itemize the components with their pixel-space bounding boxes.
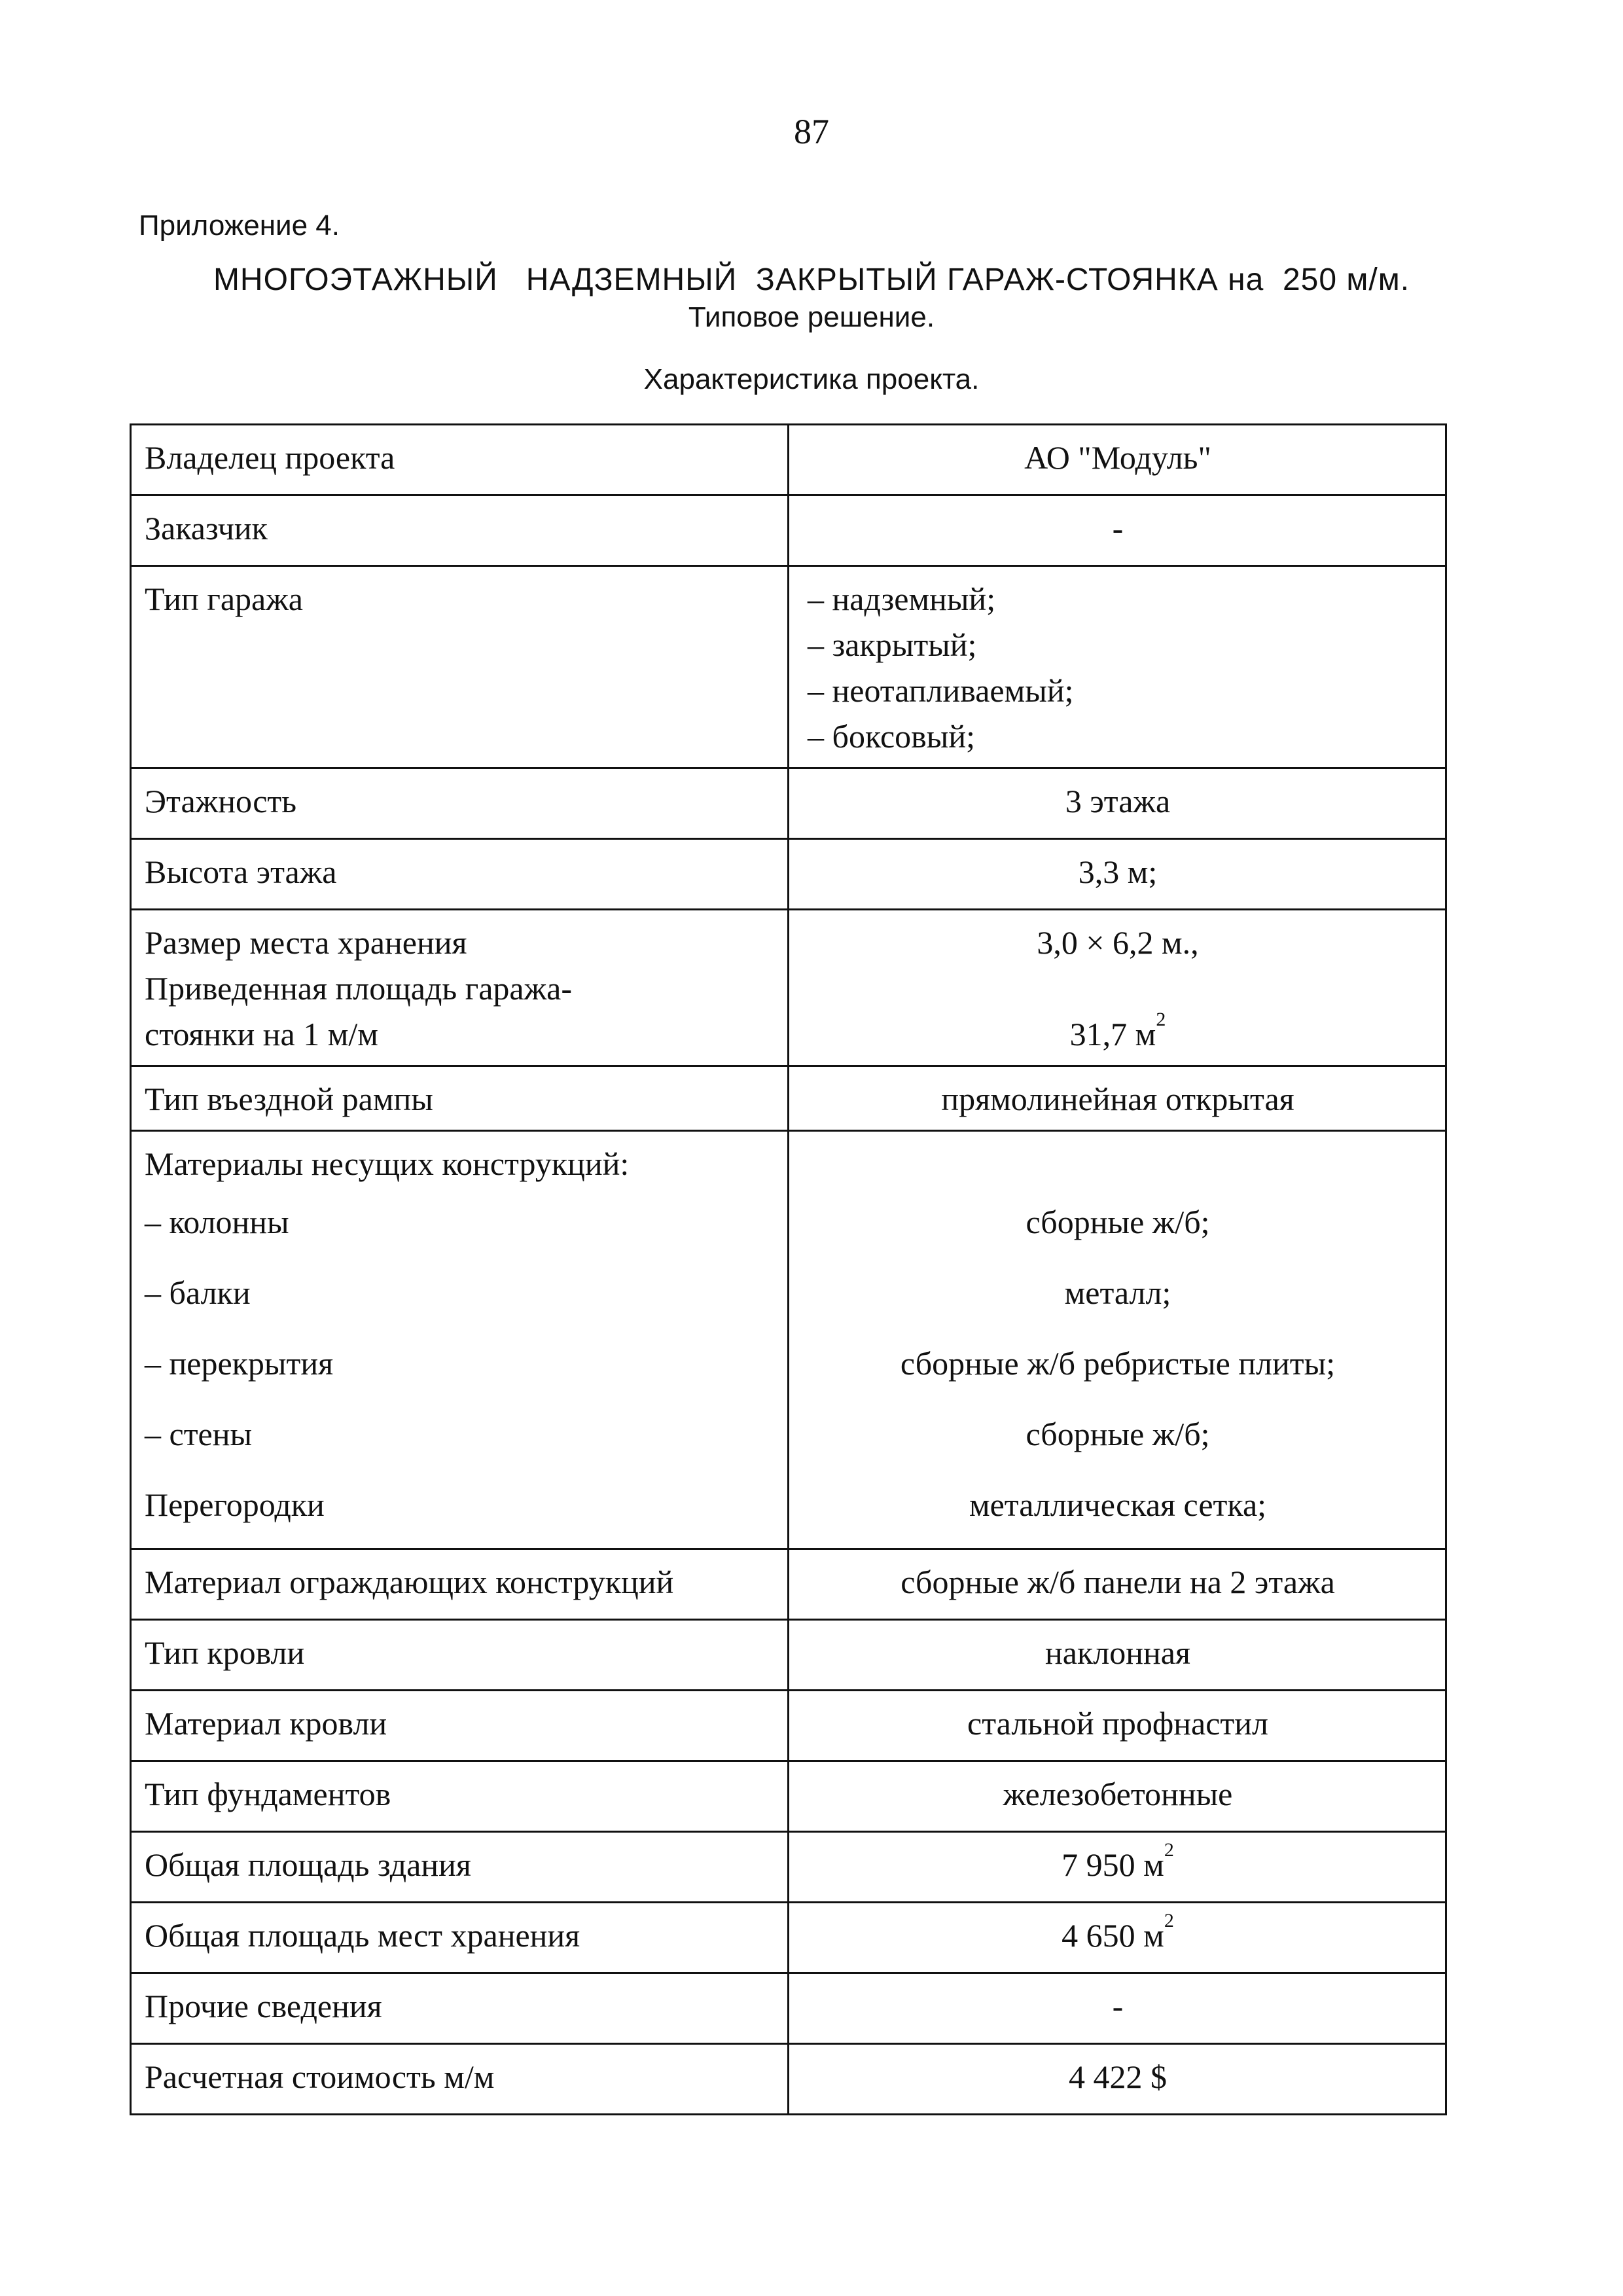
row-value — [789, 910, 1446, 1066]
row-label: Материал ограждающих конструкций — [131, 1549, 789, 1620]
table-row — [131, 839, 1446, 910]
row-value: 3,3 м; — [789, 839, 1446, 910]
row-value — [789, 1131, 1446, 1549]
project-spec-table — [130, 423, 1447, 2115]
list-item: – надземный; — [808, 576, 1433, 622]
table-row — [131, 1973, 1446, 2044]
material-item-label: – перекрытия — [145, 1345, 334, 1382]
row-label: Расчетная стоимость м/м — [131, 2044, 789, 2115]
row-label: Владелец проекта — [131, 425, 789, 495]
row-value: - — [789, 1973, 1446, 2044]
table-row — [131, 1691, 1446, 1761]
row-label: Заказчик — [131, 495, 789, 566]
table-row — [131, 1131, 1446, 1549]
material-item-label: – стены — [145, 1416, 253, 1452]
table-row — [131, 1761, 1446, 1832]
row-label: Общая площадь мест хранения — [131, 1903, 789, 1973]
reduced-area-label-line1: Приведенная площадь гаража- — [145, 970, 572, 1007]
row-label: Тип фундаментов — [131, 1761, 789, 1832]
material-item-value: сборные ж/б ребристые плиты; — [900, 1345, 1336, 1382]
list-item: – закрытый; — [808, 622, 1433, 668]
material-item-label: Перегородки — [145, 1486, 325, 1523]
table-row — [131, 768, 1446, 839]
materials-heading: Материалы несущих конструкций: — [145, 1145, 630, 1182]
material-item-label: – балки — [145, 1274, 251, 1311]
reduced-area-label-line2: стоянки на 1 м/м — [145, 1016, 378, 1052]
garage-type-list — [802, 576, 1433, 759]
list-item: – боксовый; — [808, 713, 1433, 759]
table-row — [131, 910, 1446, 1066]
storage-size-label: Размер места хранения — [145, 924, 467, 961]
storage-size-value: 3,0 × 6,2 м., — [1037, 924, 1199, 961]
material-item-label: – колонны — [145, 1204, 289, 1240]
row-label: Этажность — [131, 768, 789, 839]
material-item-value: сборные ж/б; — [1026, 1204, 1210, 1240]
table-row — [131, 1549, 1446, 1620]
row-value — [789, 566, 1446, 768]
row-value: прямолинейная открытая — [789, 1066, 1446, 1131]
table-row — [131, 1832, 1446, 1903]
row-label: Материал кровли — [131, 1691, 789, 1761]
page-number: 87 — [794, 112, 829, 151]
document-subtitle: Типовое решение. — [688, 301, 935, 333]
table-row — [131, 566, 1446, 768]
row-label: Тип въездной рампы — [131, 1066, 789, 1131]
row-value: 4 422 $ — [789, 2044, 1446, 2115]
table-row — [131, 1903, 1446, 1973]
row-label: Тип гаража — [131, 566, 789, 768]
row-value: 3 этажа — [789, 768, 1446, 839]
row-label — [131, 1131, 789, 1549]
row-value: железобетонные — [789, 1761, 1446, 1832]
row-label: Общая площадь здания — [131, 1832, 789, 1903]
row-value: сборные ж/б панели на 2 этажа — [789, 1549, 1446, 1620]
row-value: АО "Модуль" — [789, 425, 1446, 495]
list-item: – неотапливаемый; — [808, 668, 1433, 713]
appendix-label: Приложение 4. — [139, 209, 340, 242]
row-value: стальной профнастил — [789, 1691, 1446, 1761]
row-label: Высота этажа — [131, 839, 789, 910]
document-title: МНОГОЭТАЖНЫЙ НАДЗЕМНЫЙ ЗАКРЫТЫЙ ГАРАЖ-СТОЯНКА на 250 м/м. — [213, 262, 1410, 297]
table-row — [131, 1620, 1446, 1691]
row-label: Тип кровли — [131, 1620, 789, 1691]
row-value: - — [789, 495, 1446, 566]
row-value: наклонная — [789, 1620, 1446, 1691]
table-row — [131, 425, 1446, 495]
reduced-area-value: 31,7 $м^2$ — [1069, 1009, 1166, 1052]
row-value: 7 950 $м^2$ — [789, 1832, 1446, 1903]
table-row — [131, 2044, 1446, 2115]
table-row — [131, 495, 1446, 566]
table-caption: Характеристика проекта. — [643, 363, 980, 395]
material-item-value: металл; — [1064, 1274, 1171, 1311]
material-item-value: металлическая сетка; — [969, 1486, 1267, 1523]
table-row — [131, 1066, 1446, 1131]
row-label — [131, 910, 789, 1066]
row-label: Прочие сведения — [131, 1973, 789, 2044]
row-value: 4 650 $м^2$ — [789, 1903, 1446, 1973]
material-item-value: сборные ж/б; — [1026, 1416, 1210, 1452]
